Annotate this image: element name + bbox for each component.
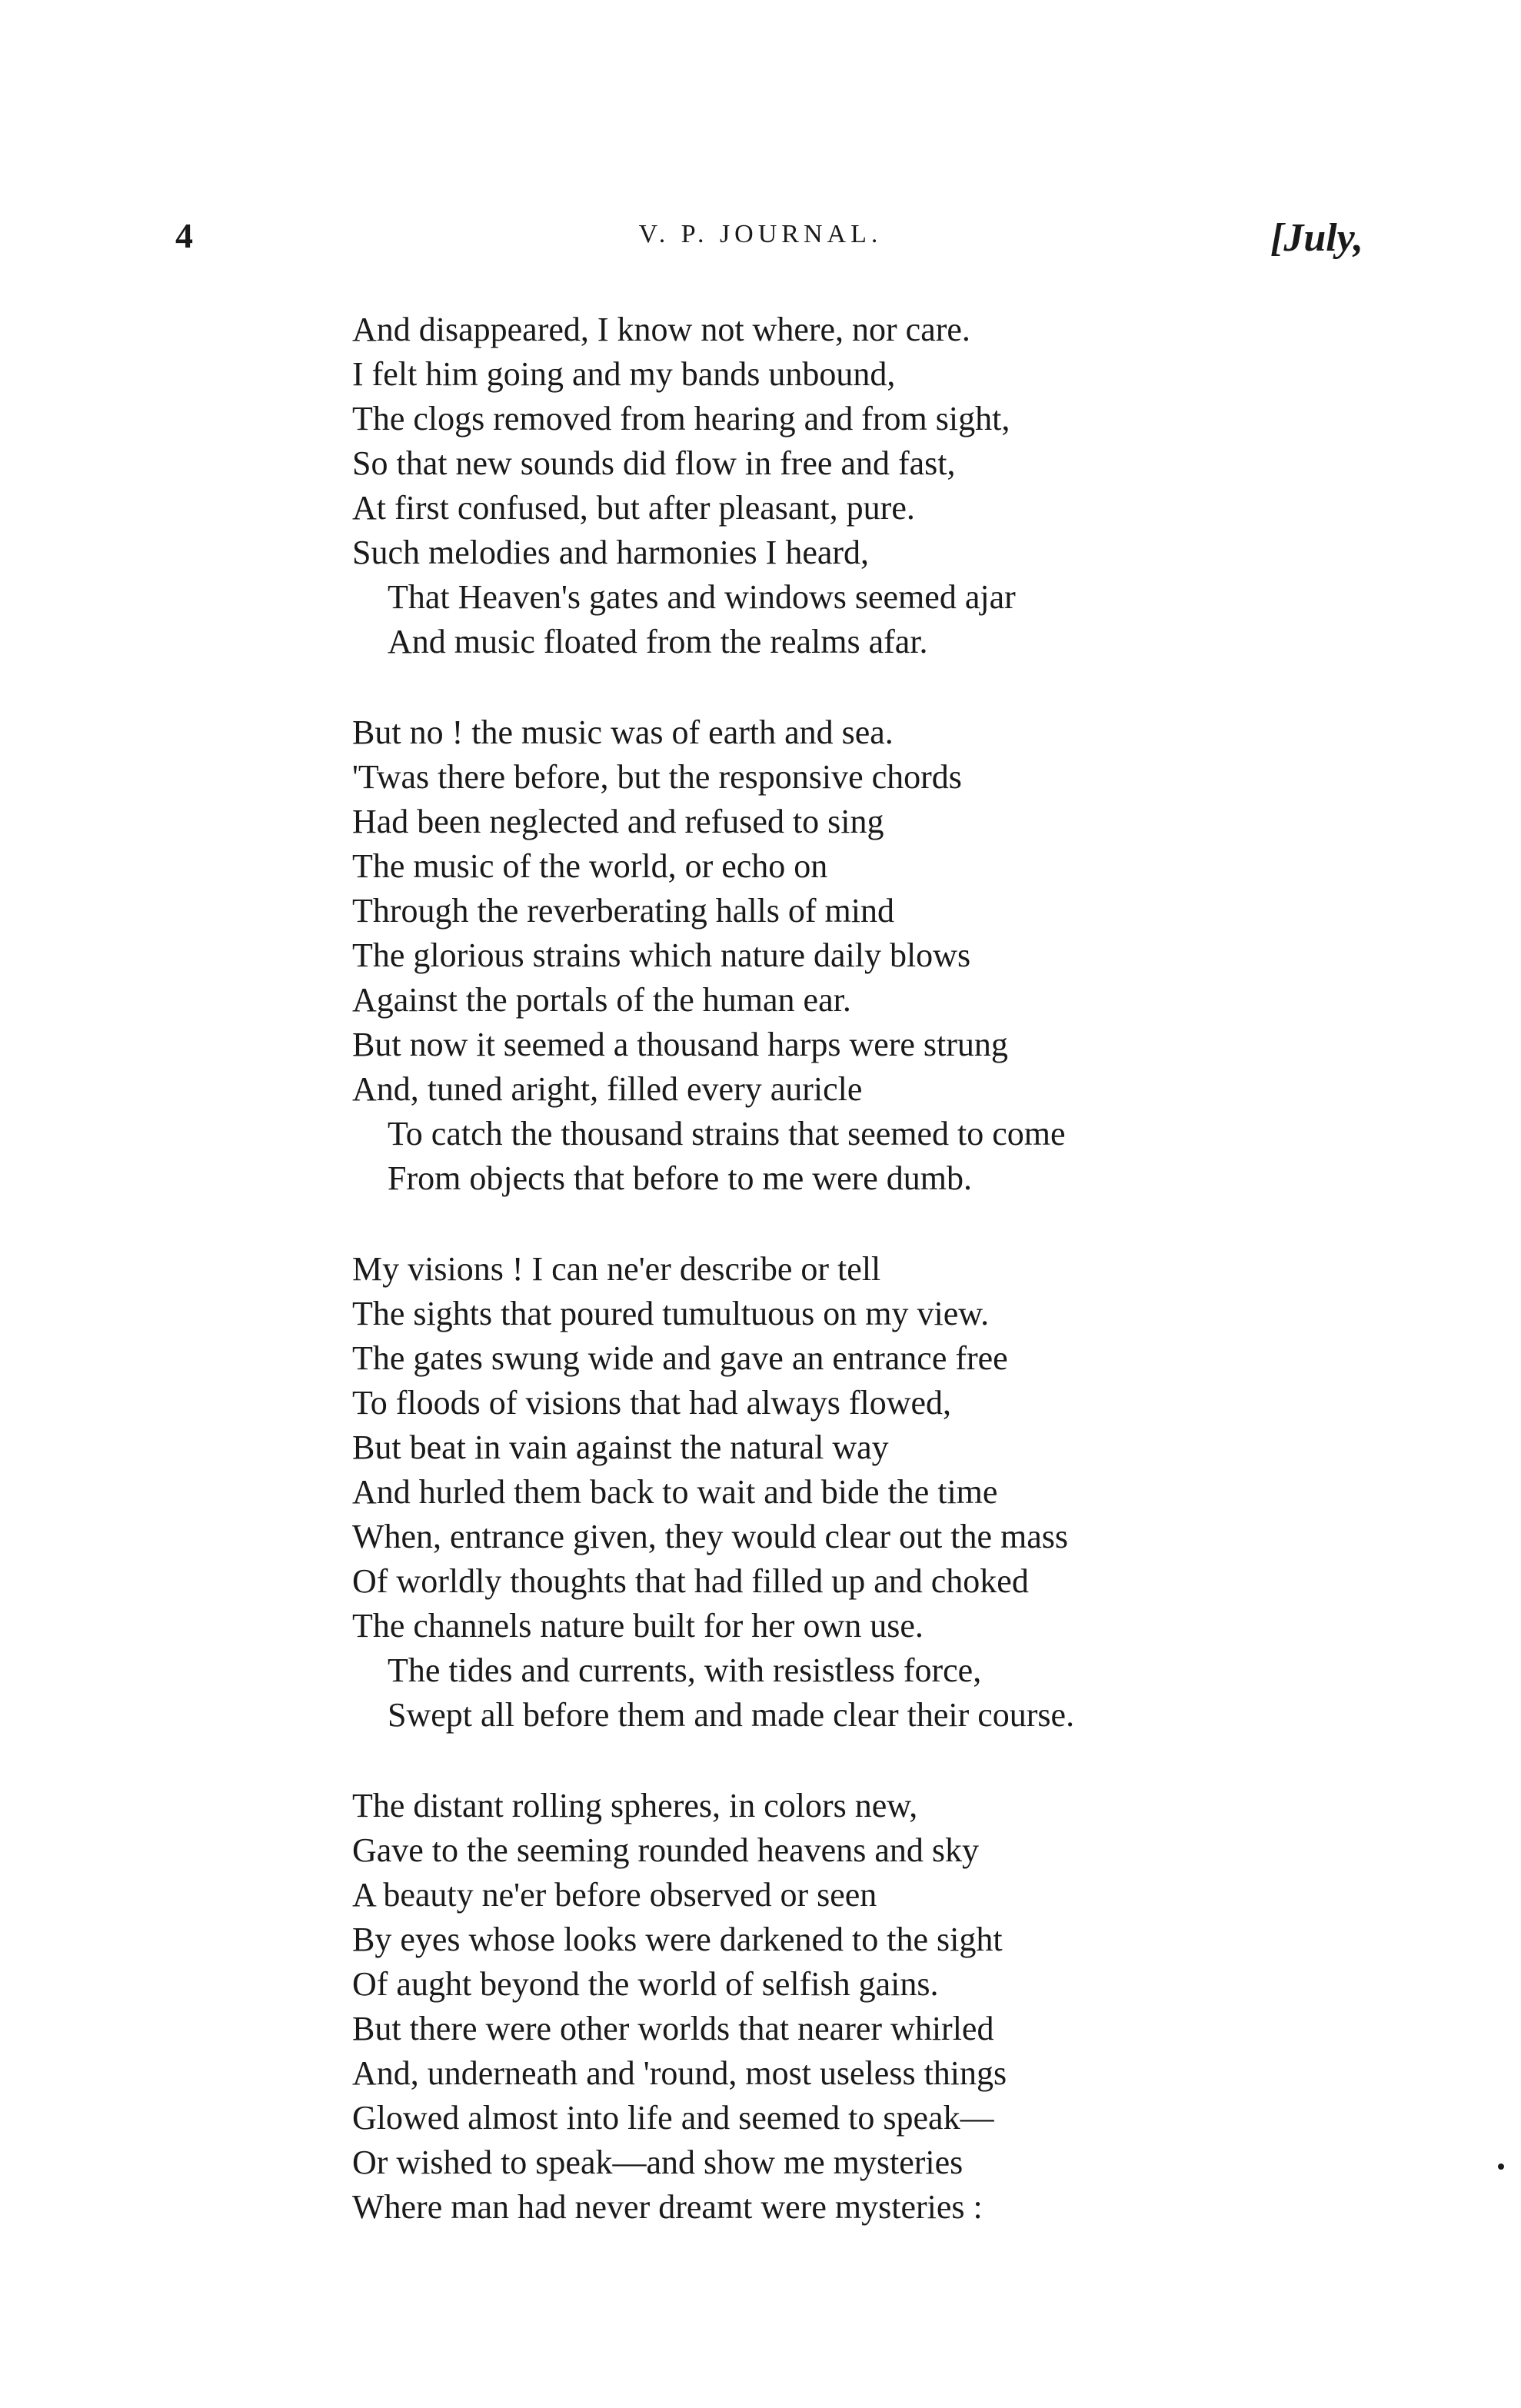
- poem-line: To floods of visions that had always flowed,: [352, 1384, 952, 1422]
- poem-line: The distant rolling spheres, in colors new,: [352, 1787, 918, 1824]
- month-label: [July,: [1270, 216, 1363, 260]
- poem-line: Of worldly thoughts that had filled up and choked: [352, 1562, 1029, 1600]
- poem-line: 'Twas there before, but the responsive chords: [352, 758, 962, 796]
- margin-dot: [1498, 2164, 1504, 2170]
- poem-line: From objects that before to me were dumb.: [388, 1159, 973, 1197]
- poem-line: Glowed almost into life and seemed to speak—: [352, 2099, 994, 2137]
- poem-line: But beat in vain against the natural way: [352, 1429, 889, 1466]
- stanza: [352, 1247, 1352, 1738]
- poem-line: The gates swung wide and gave an entrance free: [352, 1339, 1008, 1377]
- poem-line: Gave to the seeming rounded heavens and sky: [352, 1831, 979, 1869]
- stanza: [352, 1784, 1352, 2230]
- poem-line: The sights that poured tumultuous on my view.: [352, 1295, 990, 1332]
- poem-line: And disappeared, I know not where, nor care.: [352, 311, 970, 348]
- poem-line: Or wished to speak—and show me mysteries: [352, 2144, 964, 2181]
- poem-line: My visions ! I can ne'er describe or tell: [352, 1250, 881, 1288]
- poem-line: And music floated from the realms afar.: [388, 623, 928, 660]
- poem-line: By eyes whose looks were darkened to the sight: [352, 1921, 1003, 1958]
- poem-line: Of aught beyond the world of selfish gains.: [352, 1965, 939, 2003]
- poem-line: And hurled them back to wait and bide the time: [352, 1473, 998, 1511]
- poem-line: But there were other worlds that nearer whirled: [352, 2010, 994, 2047]
- poem-line: Through the reverberating halls of mind: [352, 892, 895, 930]
- poem-line: So that new sounds did flow in free and fast,: [352, 444, 956, 482]
- journal-title: V. P. JOURNAL.: [638, 220, 883, 248]
- poem-line: And, underneath and 'round, most useless things: [352, 2054, 1007, 2092]
- poem-body: [352, 308, 1352, 2276]
- poem-line: Where man had never dreamt were mysteries :: [352, 2188, 983, 2226]
- poem-line: The glorious strains which nature daily blows: [352, 936, 971, 974]
- poem-line: At first confused, but after pleasant, pure.: [352, 489, 915, 527]
- poem-line: The tides and currents, with resistless force,: [388, 1651, 982, 1689]
- poem-line: Swept all before them and made clear their course.: [388, 1696, 1075, 1734]
- stanza: [352, 710, 1352, 1201]
- stanza: [352, 308, 1352, 664]
- poem-line: Against the portals of the human ear.: [352, 981, 851, 1019]
- poem-line: When, entrance given, they would clear out the mass: [352, 1518, 1069, 1555]
- poem-line: But now it seemed a thousand harps were strung: [352, 1026, 1008, 1063]
- poem-line: But no ! the music was of earth and sea.: [352, 713, 894, 751]
- poem-line: The music of the world, or echo on: [352, 847, 828, 885]
- poem-line: The clogs removed from hearing and from sight,: [352, 400, 1010, 437]
- poem-line: Such melodies and harmonies I heard,: [352, 534, 870, 571]
- poem-line: That Heaven's gates and windows seemed ajar: [388, 578, 1016, 616]
- page-number: 4: [175, 216, 193, 255]
- poem-line: A beauty ne'er before observed or seen: [352, 1876, 877, 1914]
- poem-line: Had been neglected and refused to sing: [352, 803, 884, 840]
- poem-line: I felt him going and my bands unbound,: [352, 355, 896, 393]
- poem-line: To catch the thousand strains that seemed to come: [388, 1115, 1066, 1152]
- running-head: [0, 215, 1521, 269]
- poem-line: The channels nature built for her own use.: [352, 1607, 924, 1645]
- poem-line: And, tuned aright, filled every auricle: [352, 1070, 863, 1108]
